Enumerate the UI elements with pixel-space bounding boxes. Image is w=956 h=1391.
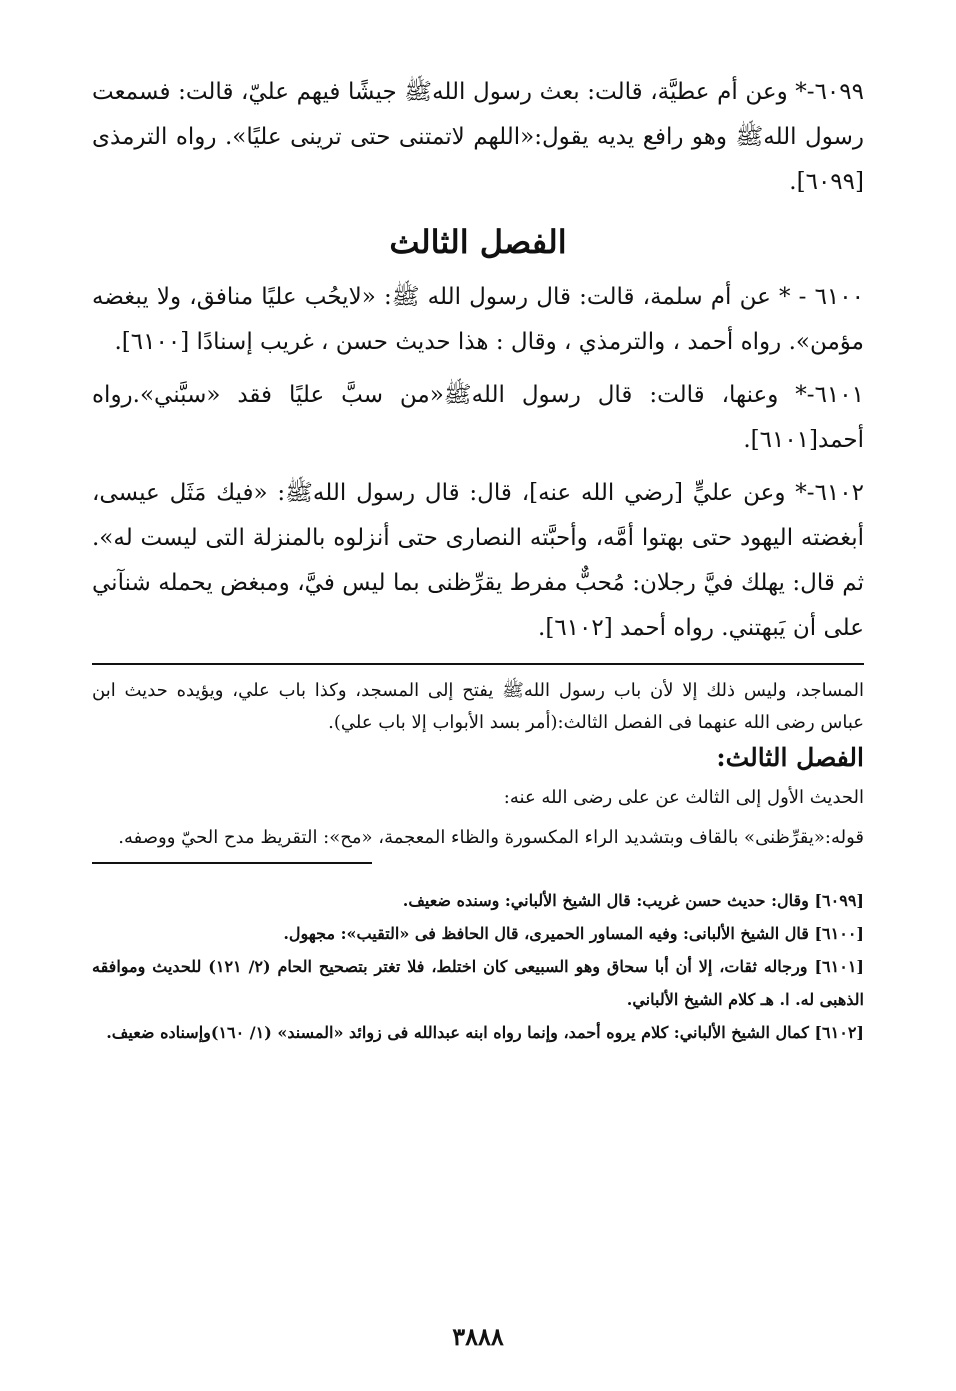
commentary-heading: الفصل الثالث: [716, 743, 864, 772]
footnote-6099: [٦٠٩٩] وقال: حديث حسن غريب: قال الشيخ الألباني: وسنده ضعيف. [402, 891, 864, 910]
footnote-6100: [٦١٠٠] قال الشيخ الألبانى: وفيه المساور الحميرى، قال الحافظ فى «التقيب»: مجهول. [283, 924, 864, 943]
commentary-continuation: المساجد، وليس ذلك إلا لأن باب رسول اللهﷺ يفتح إلى المسجد، وكذا باب علي، ويؤيده حديث ابن عباس رضى الله عنهما فى الفصل الثالث:(أمر بسد الأبواب إلا باب علي). [92, 680, 864, 733]
hadith-6100 [92, 275, 864, 365]
commentary-divider [92, 663, 864, 665]
footnote-divider [92, 862, 372, 864]
footnote-6102: [٦١٠٢] كمال الشيخ الألباني: كلام يروه أحمد، وإنما رواه ابنه عبدالله فى زوائد «المسند» (١/ ١٦٠)وإسناده ضعيف. [106, 1023, 864, 1042]
page-number: ٣٨٨٨ [452, 1322, 504, 1351]
commentary-section [92, 675, 864, 854]
hadith-6102 [92, 471, 864, 651]
hadith-6099 [92, 70, 864, 205]
footnotes [92, 884, 864, 1049]
commentary-line: قوله:«يقرِّظنى» بالقاف وبتشديد الراء المكسورة والظاء المعجمة، «مح»: التقريظ مدح الحيّ ووصفه. [118, 827, 864, 848]
hadith-text: ٦٠٩٩-* وعن أم عطيَّة، قالت: بعث رسول اللهﷺ جيشًا فيهم عليّ، قالت: فسمعت رسول اللهﷺ وهو رافع يديه يقول:«اللهم لاتمتنى حتى ترينى عليًا». رواه الترمذى [٦٠٩٩]. [92, 79, 864, 195]
hadith-6101 [92, 373, 864, 463]
hadith-text: ٦١٠٢-* وعن عليٍّ [رضي الله عنه]، قال: قال رسول اللهﷺ: «فيك مَثَل عيسى، أبغضته اليهود حتى بهتوا أمَّه، وأحبَّته النصارى حتى أنزلوه بالمنزلة التى ليست له». ثم قال: يهلك فيَّ رجلان: مُحبٌّ مفرط يقرِّظنى بما ليس فيَّ، ومبغض يحمله شنآني على أن يَبهتني. رواه أحمد [٦١٠٢]. [92, 480, 864, 641]
footnote-6101: [٦١٠١] ورجاله ثقات، إلا أن أبا سحاق وهو السبيعى كان اختلط، فلا تغتر بتصحيح الحام (٢/ ١٢١) للحديث وموافقه الذهبى له. ا. هـ كلام الشيخ الألباني. [92, 957, 864, 1009]
hadith-text: ٦١٠٠ - * عن أم سلمة، قالت: قال رسول الله ﷺ: «لايحُب عليًا منافق، ولا يبغضه مؤمن». رواه أحمد ، والترمذي ، وقال : هذا حديث حسن ، غريب إسنادًا [٦١٠٠]. [92, 284, 864, 355]
commentary-line: الحديث الأول إلى الثالث عن على رضى الله عنه: [503, 787, 864, 808]
section-heading: الفصل الثالث [389, 223, 567, 261]
hadith-text: ٦١٠١-* وعنها، قالت: قال رسول اللهﷺ«من سبَّ عليًا فقد «سبَّني».رواه أحمد[٦١٠١]. [92, 382, 864, 453]
